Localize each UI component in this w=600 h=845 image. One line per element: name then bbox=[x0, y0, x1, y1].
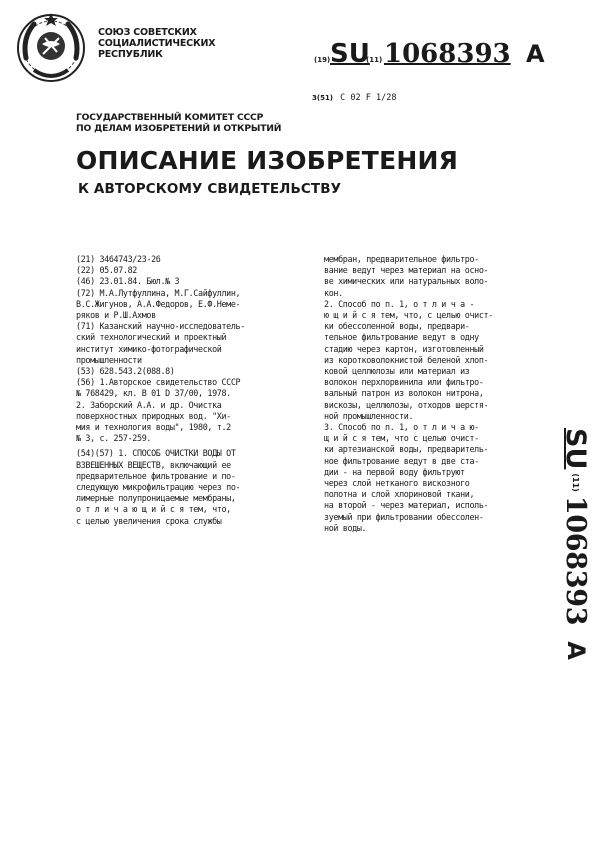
side-patent-label bbox=[558, 428, 594, 668]
biblio-line: В.С.Жигунов, А.А.Федоров, Е.Ф.Неме- bbox=[76, 298, 241, 309]
claim-line: с целью увеличения срока службы bbox=[76, 515, 222, 526]
biblio-line: (56) 1.Авторское свидетельство СССР bbox=[76, 377, 241, 388]
claim-line: лимерные полупроницаемые мембраны, bbox=[76, 493, 236, 504]
code-19: (19) bbox=[314, 56, 331, 64]
claim-line: кон. bbox=[324, 287, 343, 298]
biblio-line: ряков и Р.Ш.Ахмов bbox=[76, 310, 156, 321]
committee-line: ПО ДЕЛАМ ИЗОБРЕТЕНИЙ И ОТКРЫТИЙ bbox=[76, 123, 282, 134]
patent-kind: A bbox=[526, 40, 545, 68]
claim-line: вальный патрон из волокон нитрона, bbox=[324, 388, 484, 399]
claim-line: о т л и ч а ю щ и й с я тем, что, bbox=[76, 504, 231, 515]
document-title: ОПИСАНИЕ ИЗОБРЕТЕНИЯ bbox=[76, 146, 459, 175]
claim-line: ной воды. bbox=[324, 522, 367, 533]
ipc-value: С 02 F 1/28 bbox=[340, 93, 397, 103]
biblio-line: ский технологический и проектный bbox=[76, 332, 227, 343]
side-country-code: SU bbox=[560, 428, 592, 470]
claim-line: ВЗВЕШЕННЫХ ВЕЩЕСТВ, включающий ее bbox=[76, 459, 231, 470]
ipc-classification bbox=[312, 93, 396, 103]
claim-line: дии - на первой воду фильтруют bbox=[324, 466, 465, 477]
claim-line: щ и й с я тем, что с целью очист- bbox=[324, 433, 479, 444]
document-subtitle: К АВТОРСКОМУ СВИДЕТЕЛЬСТВУ bbox=[78, 181, 342, 197]
patent-number: 1068393 bbox=[384, 39, 511, 69]
committee-line: ГОСУДАРСТВЕННЫЙ КОМИТЕТ СССР bbox=[76, 112, 264, 123]
biblio-line: (71) Казанский научно-исследователь- bbox=[76, 321, 245, 332]
biblio-line: промышленности bbox=[76, 354, 142, 365]
country-line: РЕСПУБЛИК bbox=[98, 49, 163, 60]
country-name bbox=[98, 27, 216, 60]
side-code-11: (11) bbox=[571, 473, 581, 492]
country-line: СОЦИАЛИСТИЧЕСКИХ bbox=[98, 38, 216, 49]
claim-line: 2. Способ по п. 1, о т л и ч а - bbox=[324, 298, 475, 309]
claim-line: вискозы, целлюлозы, отходов шерстя- bbox=[324, 399, 489, 410]
claim-line: вание ведут через материал на осно- bbox=[324, 265, 489, 276]
claim-line: ки обессоленной воды, предвари- bbox=[324, 321, 470, 332]
biblio-line: (72) М.А.Лутфуллина, М.Г.Сайфуллин, bbox=[76, 287, 241, 298]
committee-name bbox=[76, 112, 281, 134]
claim-line: (54)(57) 1. СПОСОБ ОЧИСТКИ ВОДЫ ОТ bbox=[76, 448, 236, 459]
biblio-line: (21) 3464743/23-26 bbox=[76, 254, 161, 264]
code-11: (11) bbox=[366, 56, 383, 64]
claim-line: ковой целлюлозы или материал из bbox=[324, 366, 470, 377]
claim-line: ве химических или натуральных воло- bbox=[324, 276, 489, 287]
biblio-line: № 768429, кл. В 01 D 37/00, 1978. bbox=[76, 388, 231, 399]
claim-line: тельное фильтрование ведут в одну bbox=[324, 332, 479, 343]
biblio-line: институт химико-фотографической bbox=[76, 343, 222, 354]
country-code: SU bbox=[330, 39, 370, 69]
claim-line: мембран, предварительное фильтро- bbox=[324, 254, 479, 264]
right-column bbox=[324, 254, 556, 534]
biblio-line: (46) 23.01.84. Бюл.№ 3 bbox=[76, 276, 180, 287]
claim-line: 3. Способ по п. 1, о т л и ч а ю- bbox=[324, 422, 479, 433]
biblio-line: (22) 05.07.82 bbox=[76, 265, 137, 276]
claim-line: из коротковолокнистой беленой хлоп- bbox=[324, 354, 489, 365]
biblio-line: 2. Заборский А.А. и др. Очистка bbox=[76, 399, 222, 410]
claim-line: ки артезианской воды, предваритель- bbox=[324, 444, 489, 455]
claim-line: ной промышленности. bbox=[324, 410, 414, 421]
claim-line: предварительное фильтрование и по- bbox=[76, 470, 236, 481]
biblio-line: поверхностных природных вод. "Хи- bbox=[76, 410, 231, 421]
side-patent-kind: A bbox=[562, 641, 590, 660]
ussr-emblem-icon bbox=[12, 8, 90, 86]
claim-line: через слой нетканого вискозного bbox=[324, 478, 470, 489]
claim-line: на второй - через материал, исполь- bbox=[324, 500, 489, 511]
claim-line: ное фильтрование ведут в две ста- bbox=[324, 455, 479, 466]
ipc-code: 3(51) bbox=[312, 94, 334, 102]
claim-line: зуемый при фильтровании обессолен- bbox=[324, 511, 484, 522]
country-line: СОЮЗ СОВЕТСКИХ bbox=[98, 27, 197, 38]
claim-line: следующую микрофильтрацию через по- bbox=[76, 482, 241, 493]
biblio-line: мия и технология воды", 1980, т.2 bbox=[76, 422, 231, 433]
side-patent-number: 1068393 bbox=[560, 495, 592, 626]
claim-line: полотна и слой хлориновой ткани, bbox=[324, 489, 475, 500]
claim-line: ю щ и й с я тем, что, с целью очист- bbox=[324, 310, 493, 321]
claim-line: волокон перхлорвинила или фильтро- bbox=[324, 377, 484, 388]
biblio-line: (53) 628.543.2(088.8) bbox=[76, 366, 175, 377]
biblio-line: № 3, с. 257-259. bbox=[76, 433, 152, 444]
left-column bbox=[76, 254, 308, 527]
patent-number-block bbox=[314, 38, 584, 72]
claim-line: стадию через картон, изготовленный bbox=[324, 343, 484, 354]
